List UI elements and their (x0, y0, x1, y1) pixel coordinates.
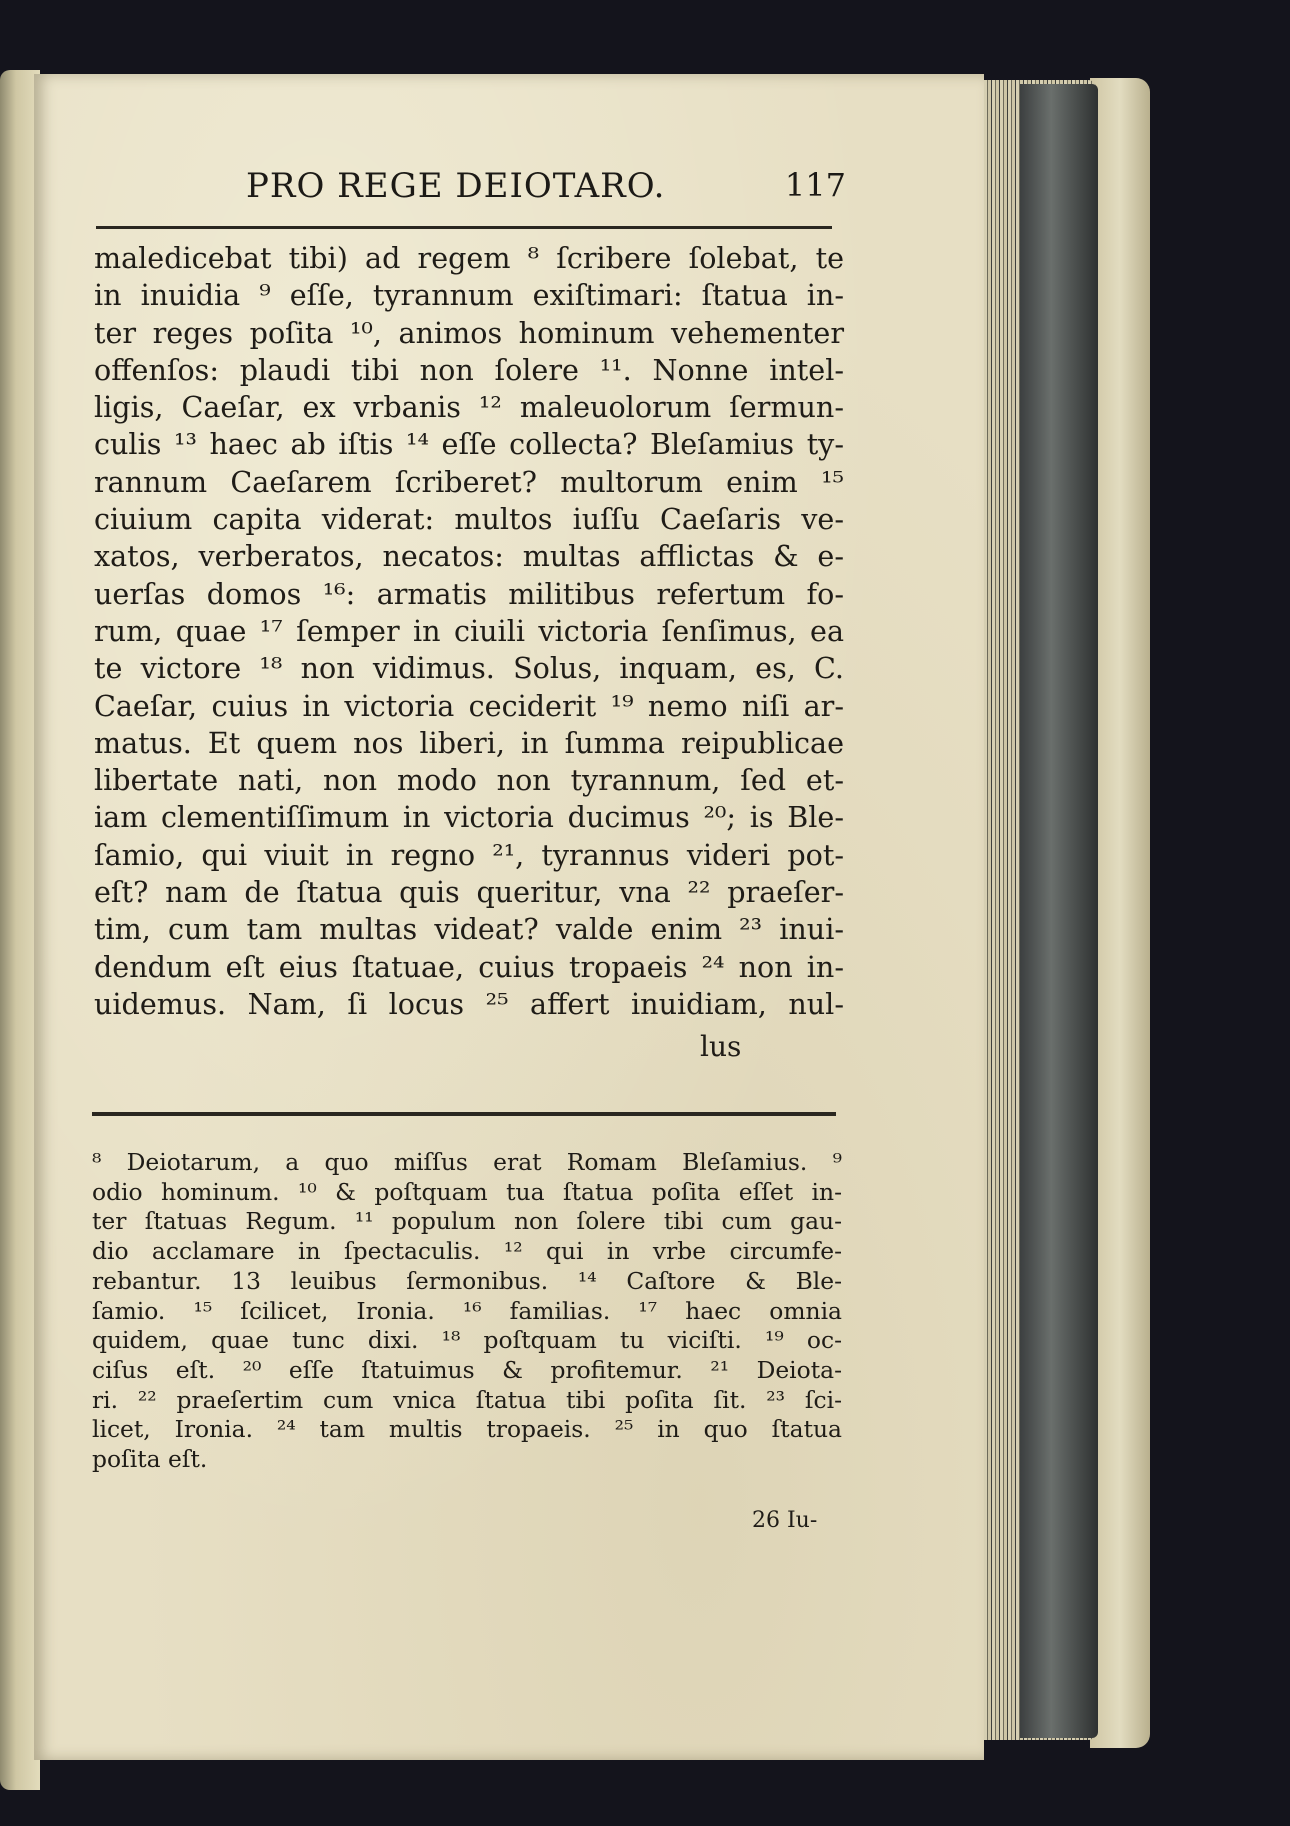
text-line: culis ¹³ haec ab iſtis ¹⁴ eſſe collecta? Bleſamius ty- (94, 427, 844, 462)
text-line: eſt? nam de ſtatua quis queritur, vna ²² praeſer- (94, 875, 844, 910)
book-cover-edge (1090, 78, 1150, 1748)
footnote-line: rebantur. 13 leuibus ſermonibus. ¹⁴ Caſtore & Ble- (92, 1266, 842, 1295)
text-line: Caeſar, cuius in victoria ceciderit ¹⁹ nemo niſi ar- (94, 688, 844, 723)
text-line: xatos, verberatos, necatos: multas afflictas & e- (94, 539, 844, 574)
footnote-line: ri. ²² praeſertim cum vnica ſtatua tibi poſita ſit. ²³ ſci- (92, 1385, 842, 1414)
page-number: 117 (784, 166, 846, 204)
text-line: rannum Caeſarem ſcriberet? multorum enim ¹⁵ (94, 464, 844, 499)
text-line: ligis, Caeſar, ex vrbanis ¹² maleuolorum ſermun- (94, 390, 844, 425)
footnotes (92, 1148, 842, 1475)
text-line: offenſos: plaudi tibi non ſolere ¹¹. Nonne intel- (94, 352, 844, 387)
signature-mark: 26 Iu- (752, 1508, 818, 1533)
text-line: uidemus. Nam, ſi locus ²⁵ affert inuidiam, nul- (94, 986, 844, 1021)
footnote-line: quidem, quae tunc dixi. ¹⁸ poſtquam tu viciſti. ¹⁹ oc- (92, 1326, 842, 1355)
footnote-rule (92, 1112, 836, 1116)
header-rule (96, 226, 832, 229)
text-line: maledicebat tibi) ad regem ⁸ ſcribere ſolebat, te (94, 241, 844, 275)
footnote-line: ciſus eſt. ²⁰ eſſe ſtatuimus & profitemur. ²¹ Deiota- (92, 1355, 842, 1384)
text-line: te victore ¹⁸ non vidimus. Solus, inquam, es, C. (94, 651, 844, 686)
text-line: libertate nati, non modo non tyrannum, ſed et- (94, 763, 844, 798)
running-title: PRO REGE DEIOTARO. (246, 166, 666, 206)
text-line: ſamio, qui viuit in regno ²¹, tyrannus videri pot- (94, 837, 844, 872)
footnote-line: ter ſtatuas Regum. ¹¹ populum non ſolere tibi cum gau- (92, 1207, 842, 1236)
text-line: dendum eſt eius ſtatuae, cuius tropaeis ²⁴ non in- (94, 949, 844, 984)
text-line: ciuium capita viderat: multos iuſſu Caeſaris ve- (94, 502, 844, 537)
footnote-line: ſamio. ¹⁵ ſcilicet, Ironia. ¹⁶ familias. ¹⁷ haec omnia (92, 1296, 842, 1325)
text-line: tim, cum tam multas videat? valde enim ²³ inui- (94, 912, 844, 947)
text-line: matus. Et quem nos liberi, in ſumma reipublicae (94, 725, 844, 760)
main-text (94, 240, 844, 1023)
text-line: uerſas domos ¹⁶: armatis militibus refertum fo- (94, 576, 844, 611)
text-line: iam clementiſſimum in victoria ducimus ²⁰; is Ble- (94, 800, 844, 835)
catchword: lus (700, 1030, 742, 1063)
page-header (94, 166, 854, 222)
text-line: rum, quae ¹⁷ ſemper in ciuili victoria ſenſimus, ea (94, 613, 844, 648)
text-line: ter reges poſita ¹⁰, animos hominum vehementer (94, 315, 844, 350)
page-fore-edge-shadow (1020, 84, 1098, 1738)
footnote-line: dio acclamare in ſpectaculis. ¹² qui in vrbe circumfe- (92, 1237, 842, 1266)
footnote-line: odio hominum. ¹⁰ & poſtquam tua ſtatua poſita eſſet in- (92, 1177, 842, 1206)
text-line: in inuidia ⁹ eſſe, tyrannum exiſtimari: ſtatua in- (94, 278, 844, 313)
footnote-line: ⁸ Deiotarum, a quo miſſus erat Romam Bleſamius. ⁹ (92, 1148, 842, 1176)
footnote-line: poſita eſt. (92, 1445, 208, 1474)
footnote-line: licet, Ironia. ²⁴ tam multis tropaeis. ²⁵ in quo ſtatua (92, 1415, 842, 1444)
